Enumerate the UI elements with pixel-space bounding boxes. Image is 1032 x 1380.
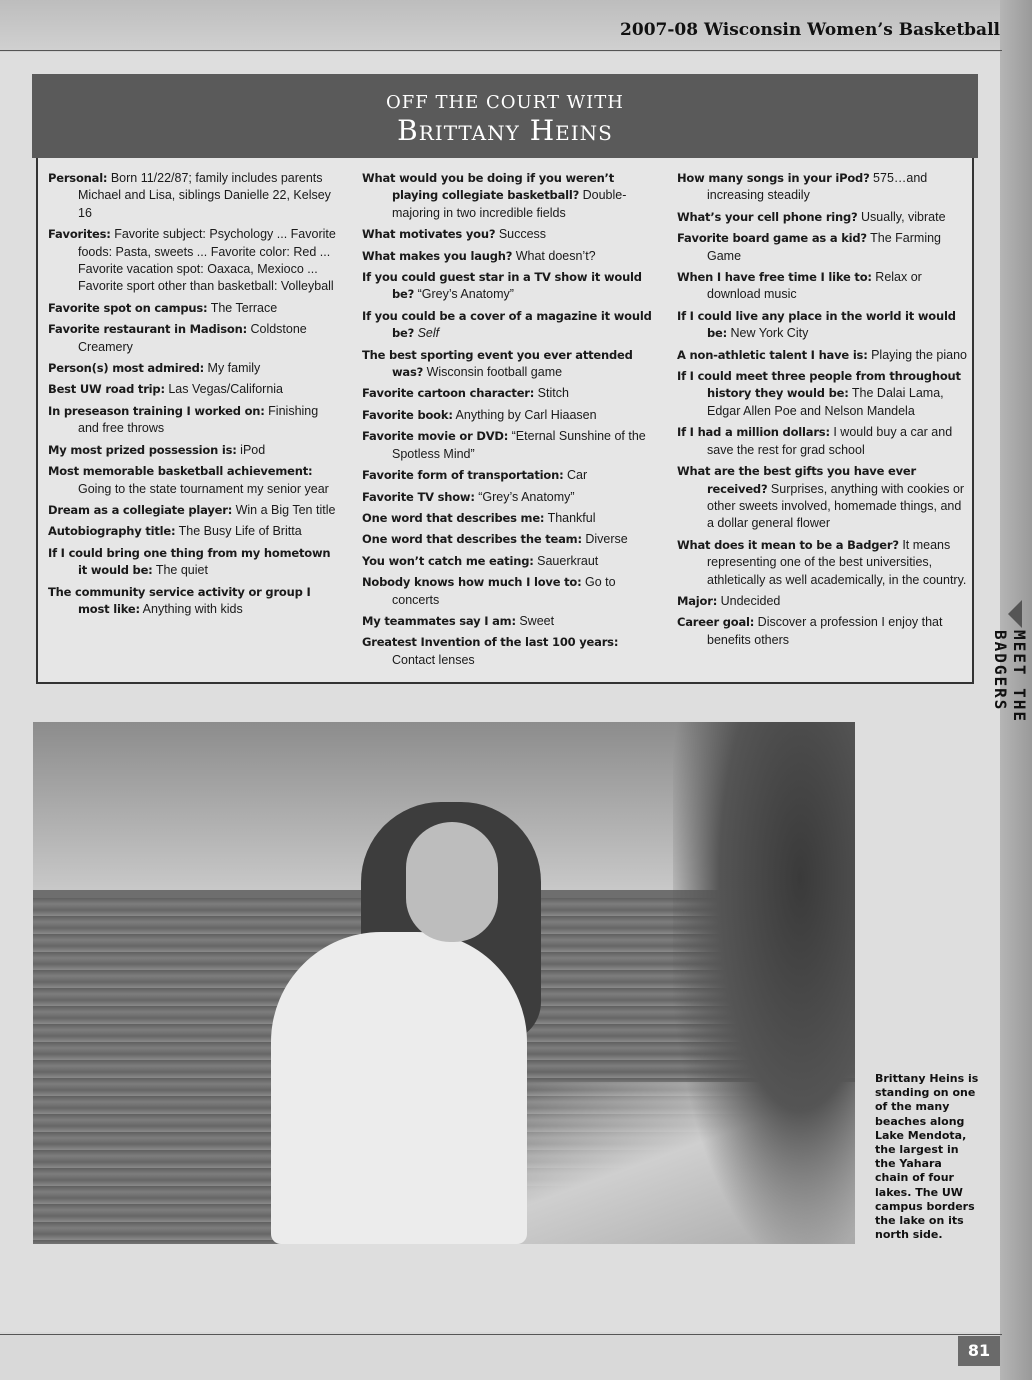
qa-item — [362, 553, 652, 570]
qa-answer: Coldstone Creamery — [78, 322, 307, 354]
qa-question: One word that describes me: — [362, 510, 545, 525]
page-number: 81 — [958, 1336, 1000, 1366]
qa-answer: The Busy Life of Britta — [178, 524, 302, 539]
qa-question: What’s your cell phone ring? — [677, 209, 858, 224]
qa-item — [362, 531, 652, 548]
qa-question: Favorite board game as a kid? — [677, 231, 867, 246]
qa-player-name: Brittany Heins — [397, 114, 613, 147]
qa-question: Favorite restaurant in Madison: — [48, 322, 247, 337]
photo-caption: Brittany Heins is standing on one of the many beaches along Lake Mendota, the largest in the Yahara chain of four lakes. The UW campus borders the lake on its north side. — [875, 1072, 979, 1242]
qa-answer: Wisconsin football game — [426, 365, 563, 380]
qa-item — [362, 634, 652, 669]
qa-question: You won’t catch me eating: — [362, 553, 534, 568]
qa-item — [362, 269, 652, 304]
qa-item — [362, 248, 652, 265]
qa-answer: iPod — [240, 442, 266, 457]
qa-answer: “Grey’s Anatomy” — [417, 287, 514, 302]
qa-question: Best UW road trip: — [48, 382, 165, 397]
qa-answer: Self — [417, 326, 440, 341]
qa-question: Favorite cartoon character: — [362, 386, 535, 401]
qa-answer: “Eternal Sunshine of the Spotless Mind” — [392, 429, 646, 461]
qa-answer: Success — [498, 227, 547, 242]
qa-question: Dream as a collegiate player: — [48, 502, 233, 517]
qa-question: Favorite form of transportation: — [362, 468, 564, 483]
qa-item — [362, 385, 652, 402]
qa-question: Most memorable basketball achievement: — [48, 464, 313, 479]
qa-question: If I could bring one thing from my hometown it would be: — [48, 545, 331, 578]
qa-item — [677, 209, 967, 226]
qa-item — [362, 428, 652, 463]
qa-item — [677, 424, 967, 459]
qa-column-2 — [362, 170, 652, 673]
qa-question: In preseason training I worked on: — [48, 403, 265, 418]
qa-question: What would you be doing if you weren’t playing collegiate basketball? — [362, 171, 615, 203]
qa-question: Favorite spot on campus: — [48, 300, 208, 315]
qa-answer: Sauerkraut — [537, 553, 599, 568]
qa-question: What makes you laugh? — [362, 248, 513, 263]
qa-question: My teammates say I am: — [362, 613, 516, 628]
qa-item — [677, 368, 967, 420]
qa-question: If you could be a cover of a magazine it would be? — [362, 308, 652, 341]
bottom-rule — [0, 1334, 1002, 1335]
qa-question: Major: — [677, 593, 718, 608]
qa-header — [32, 74, 978, 158]
qa-question: What motivates you? — [362, 227, 496, 242]
qa-item — [362, 574, 652, 609]
qa-item — [677, 463, 967, 533]
qa-answer: Thankful — [547, 510, 596, 525]
qa-answer: The Farming Game — [707, 231, 942, 263]
qa-answer: New York City — [730, 326, 809, 341]
qa-question: If I could live any place in the world it would be: — [677, 308, 956, 341]
qa-answer: Relax or download music — [707, 270, 922, 302]
qa-item — [48, 584, 340, 619]
qa-answer: Diverse — [585, 532, 628, 547]
qa-item — [48, 300, 340, 317]
qa-question: How many songs in your iPod? — [677, 171, 870, 185]
qa-item — [677, 230, 967, 265]
qa-kicker: OFF THE COURT WITH — [386, 92, 624, 113]
qa-item — [362, 613, 652, 630]
qa-question: Career goal: — [677, 615, 755, 630]
qa-answer: Playing the piano — [871, 347, 967, 362]
qa-answer: The quiet — [155, 563, 208, 578]
qa-item — [48, 523, 340, 540]
qa-item — [48, 403, 340, 438]
qa-answer: It means representing one of the best universities, athletically as well academically, in the country. — [707, 537, 967, 587]
qa-question: Autobiography title: — [48, 524, 176, 539]
qa-answer: Car — [566, 468, 588, 483]
qa-question: If you could guest star in a TV show it would be? — [362, 270, 642, 302]
qa-question: Nobody knows how much I love to: — [362, 575, 582, 590]
qa-item — [677, 614, 967, 649]
qa-answer: Finishing and free throws — [78, 403, 319, 436]
qa-item — [48, 360, 340, 377]
top-rule — [0, 50, 1002, 51]
qa-question: The community service activity or group I most like: — [48, 584, 311, 616]
qa-answer: The Terrace — [210, 300, 278, 315]
qa-item — [362, 510, 652, 527]
qa-answer: What doesn’t? — [515, 248, 596, 263]
section-side-tab: MEET THE BADGERS — [991, 630, 1029, 724]
qa-item — [48, 170, 340, 222]
running-head: 2007-08 Wisconsin Women’s Basketball — [620, 20, 1000, 40]
qa-item — [362, 226, 652, 243]
qa-item — [48, 381, 340, 398]
qa-item — [362, 170, 652, 222]
qa-question: If I had a million dollars: — [677, 425, 830, 440]
qa-item — [362, 407, 652, 424]
qa-answer: Discover a profession I enjoy that benefits others — [707, 615, 943, 647]
qa-answer: Surprises, anything with cookies or other sweets involved, homemade things, and a dollar general flower — [707, 481, 965, 531]
qa-question: Favorite TV show: — [362, 489, 475, 504]
qa-item — [48, 545, 340, 580]
qa-item — [362, 467, 652, 484]
qa-question: Favorite book: — [362, 407, 453, 422]
qa-item — [362, 308, 652, 343]
player-photo — [33, 722, 855, 1244]
qa-answer: Favorite subject: Psychology ... Favorite foods: Pasta, sweets ... Favorite color: Red ... Favorite vacation spot: Oaxaca, Mexioco ... Favorite sport other than basketball: Volleyball — [78, 227, 336, 294]
qa-answer: Stitch — [537, 386, 569, 401]
qa-answer: The Dalai Lama, Edgar Allen Poe and Nelson Mandela — [707, 386, 944, 418]
qa-item — [48, 442, 340, 459]
qa-question: Personal: — [48, 171, 108, 185]
qa-item — [48, 321, 340, 356]
qa-item — [677, 308, 967, 343]
qa-answer: I would buy a car and save the rest for grad school — [707, 425, 953, 457]
qa-answer: Double-majoring in two incredible fields — [392, 188, 627, 220]
qa-item — [677, 347, 967, 364]
qa-item — [362, 489, 652, 506]
qa-item — [677, 593, 967, 610]
qa-question: Person(s) most admired: — [48, 361, 205, 376]
qa-item — [48, 226, 340, 296]
qa-question: Greatest Invention of the last 100 years: — [362, 635, 619, 650]
qa-question: If I could meet three people from throughout history they would be: — [677, 369, 961, 401]
qa-column-1 — [48, 170, 340, 622]
qa-question: Favorites: — [48, 227, 111, 242]
qa-answer: Contact lenses — [392, 652, 475, 667]
photo-trees — [673, 722, 855, 1244]
qa-answer: Las Vegas/California — [168, 382, 283, 397]
qa-answer: Usually, vibrate — [861, 209, 946, 224]
qa-question: The best sporting event you ever attended was? — [362, 347, 633, 380]
qa-question: When I have free time I like to: — [677, 270, 872, 285]
qa-answer: Go to concerts — [392, 575, 616, 607]
qa-answer: Going to the state tournament my senior year — [78, 481, 329, 496]
qa-answer: Born 11/22/87; family includes parents Michael and Lisa, siblings Danielle 22, Kelsey 16 — [78, 171, 331, 220]
qa-question: What does it mean to be a Badger? — [677, 537, 899, 552]
qa-answer: Anything with kids — [142, 601, 243, 616]
qa-item — [48, 502, 340, 519]
side-tab-arrow-icon — [1008, 600, 1022, 628]
qa-column-3 — [677, 170, 967, 653]
qa-answer: Sweet — [519, 613, 555, 628]
photo-person-body — [271, 932, 527, 1244]
qa-answer: Anything by Carl Hiaasen — [455, 407, 597, 422]
qa-answer: My family — [207, 361, 261, 376]
qa-question: My most prized possession is: — [48, 442, 237, 457]
qa-item — [677, 537, 967, 589]
qa-question: A non-athletic talent I have is: — [677, 347, 868, 362]
qa-answer: “Grey’s Anatomy” — [478, 489, 575, 504]
qa-item — [362, 347, 652, 382]
qa-answer: Undecided — [720, 593, 781, 608]
qa-item — [677, 170, 967, 205]
qa-answer: 575…and increasing steadily — [707, 171, 928, 203]
qa-question: What are the best gifts you have ever received? — [677, 464, 916, 496]
qa-question: One word that describes the team: — [362, 532, 582, 547]
qa-answer: Win a Big Ten title — [235, 502, 336, 517]
qa-item — [677, 269, 967, 304]
qa-item — [48, 463, 340, 498]
qa-question: Favorite movie or DVD: — [362, 429, 509, 444]
photo-person-face — [406, 822, 498, 942]
